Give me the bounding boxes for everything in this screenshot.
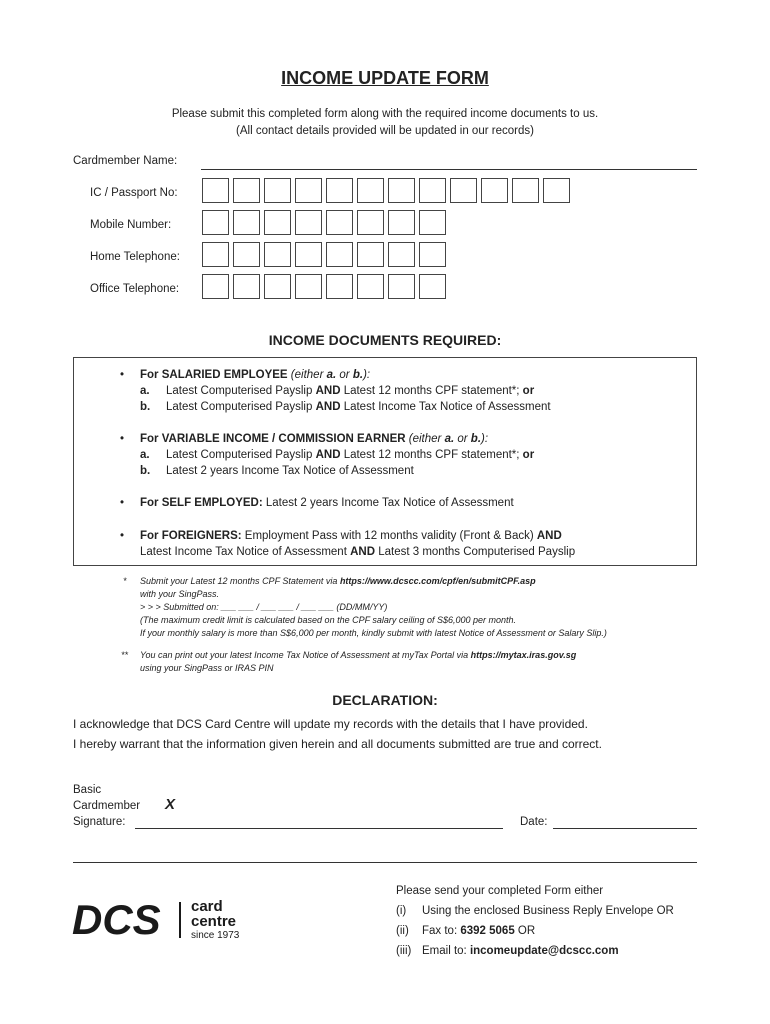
note-text: using your SingPass or IRAS PIN [140,663,274,673]
option-b: b. [352,369,364,381]
signature-label-line: Basic [73,784,102,796]
char-box[interactable] [233,274,260,299]
char-box[interactable] [388,178,415,203]
variable-heading: For VARIABLE INCOME / COMMISSION EARNER [140,433,406,445]
option-text: Latest 12 months CPF statement*; [340,385,523,397]
char-box[interactable] [202,242,229,267]
char-box[interactable] [202,274,229,299]
form-title: INCOME UPDATE FORM [281,68,489,88]
char-box[interactable] [357,178,384,203]
declaration-line-1: I acknowledge that DCS Card Centre will update my records with the details that I have provided. [73,717,588,731]
and-text: AND [315,385,341,397]
signature-label [73,782,140,830]
char-box[interactable] [295,274,322,299]
declaration-line-2: I hereby warrant that the information given herein and all documents submitted are true and correct. [73,737,602,751]
send-num: (iii) [396,945,412,957]
office-input-boxes[interactable] [202,274,446,299]
and-text: AND [315,401,341,413]
signature-label-line: Signature: [73,816,126,828]
or-text: or [522,385,535,397]
mobile-input-boxes[interactable] [202,210,446,235]
char-box[interactable] [388,274,415,299]
name-label: Cardmember Name: [73,155,178,167]
option-letter: a. [140,449,150,461]
char-box[interactable] [233,210,260,235]
option-text: Latest 2 years Income Tax Notice of Assessment [166,465,414,477]
char-box[interactable] [357,210,384,235]
intro-line-1: Please submit this completed form along with the required income documents to us. [171,108,599,120]
close-text: ): [363,369,371,381]
ic-label: IC / Passport No: [90,187,178,199]
send-text: Using the enclosed Business Reply Envelope OR [422,905,674,917]
char-box[interactable] [419,178,446,203]
signature-field[interactable] [135,828,503,829]
char-box[interactable] [512,178,539,203]
char-box[interactable] [264,242,291,267]
foreigners-heading: For FOREIGNERS: [140,530,242,542]
or-text: or [454,433,471,445]
option-a: a. [444,433,455,445]
either-text: (either [405,433,445,445]
char-box[interactable] [388,210,415,235]
close-text: ): [481,433,489,445]
bullet-icon: • [120,369,125,381]
declaration-text [73,714,602,754]
send-text: Fax to: [422,925,461,937]
send-instructions [396,881,674,961]
intro-line-2: (All contact details provided will be updated in our records) [236,125,534,137]
mobile-label: Mobile Number: [90,219,172,231]
send-num: (ii) [396,925,409,937]
char-box[interactable] [357,242,384,267]
char-box[interactable] [388,242,415,267]
char-box[interactable] [419,274,446,299]
note-2-mark: ** [121,650,129,660]
logo-word-card: card [191,898,223,915]
note-1 [140,575,700,640]
note-text: Submit your Latest 12 months CPF Statement via [140,576,340,586]
intro-text [0,106,770,140]
char-box[interactable] [202,210,229,235]
fax-number: 6392 5065 [460,925,515,937]
bullet-icon: • [120,433,125,445]
char-box[interactable] [419,242,446,267]
option-letter: b. [140,465,151,477]
declaration-title: DECLARATION: [332,692,438,708]
char-box[interactable] [233,242,260,267]
footer-divider [73,862,697,863]
char-box[interactable] [295,242,322,267]
requirements-title: INCOME DOCUMENTS REQUIRED: [268,332,502,348]
note-2 [140,649,700,675]
send-intro: Please send your completed Form either [396,885,604,897]
bullet-icon: • [120,497,125,509]
signature-label-line: Cardmember [73,800,141,812]
home-input-boxes[interactable] [202,242,446,267]
char-box[interactable] [419,210,446,235]
and-text: AND [350,546,376,558]
home-label: Home Telephone: [90,251,180,263]
char-box[interactable] [295,178,322,203]
char-box[interactable] [326,210,353,235]
char-box[interactable] [450,178,477,203]
option-text: Latest 12 months CPF statement*; [340,449,523,461]
foreigners-line-2 [140,544,575,560]
note-text: If your monthly salary is more than S$6,000 per month, kindly submit with latest Notice of Assessment or Salary Slip.) [140,628,607,638]
or-text: or [336,369,353,381]
submitted-on-line: > > > Submitted on: ___ ___ / ___ ___ / ___ ___ (DD/MM/YY) [140,602,388,612]
option-text: Latest Income Tax Notice of Assessment [340,401,551,413]
note-1-mark: * [123,576,127,586]
or-text: or [522,449,535,461]
sign-here-x-icon: X [165,796,176,813]
char-box[interactable] [202,178,229,203]
logo-word-centre: centre [191,913,237,930]
cpf-link[interactable]: https://www.dcscc.com/cpf/en/submitCPF.asp [339,576,536,586]
foreigners-text: Latest Income Tax Notice of Assessment [140,546,351,558]
foreigners-text: Latest 3 months Computerised Payslip [375,546,576,558]
name-field[interactable] [201,169,697,170]
dcs-logo-mark: DCS [72,898,161,942]
option-b: b. [470,433,482,445]
and-text: AND [536,530,562,542]
option-letter: a. [140,385,150,397]
date-label: Date: [520,816,548,828]
char-box[interactable] [264,178,291,203]
note-text: You can print out your latest Income Tax Notice of Assessment at myTax Portal via [140,650,471,660]
foreigners-text: Employment Pass with 12 months validity (Front & Back) [241,530,537,542]
char-box[interactable] [295,210,322,235]
option-text: Latest Computerised Payslip [166,385,316,397]
option-text: Latest Computerised Payslip [166,401,316,413]
note-text: with your SingPass. [140,589,220,599]
char-box[interactable] [543,178,570,203]
send-text: Email to: [422,945,470,957]
and-text: AND [315,449,341,461]
char-box[interactable] [326,242,353,267]
option-a: a. [326,369,337,381]
salaried-heading: For SALARIED EMPLOYEE [140,369,288,381]
logo-wordmark [191,899,239,942]
char-box[interactable] [264,274,291,299]
char-box[interactable] [264,210,291,235]
either-text: (either [287,369,327,381]
send-num: (i) [396,905,407,917]
char-box[interactable] [326,178,353,203]
self-employed-text: Latest 2 years Income Tax Notice of Assessment [262,497,514,509]
self-employed-heading: For SELF EMPLOYED: [140,497,263,509]
office-label: Office Telephone: [90,283,180,295]
email-link[interactable]: incomeupdate@dcscc.com [469,945,619,957]
date-field[interactable] [553,828,697,829]
ic-input-boxes[interactable] [202,178,570,203]
char-box[interactable] [233,178,260,203]
bullet-icon: • [120,530,125,542]
logo-since: since 1973 [191,930,240,941]
char-box[interactable] [481,178,508,203]
option-text: Latest Computerised Payslip [166,449,316,461]
send-text: OR [514,925,536,937]
note-text: (The maximum credit limit is calculated based on the CPF salary ceiling of S$6,000 per month. [140,615,517,625]
requirements-box [73,357,697,566]
mytax-link[interactable]: https://mytax.iras.gov.sg [470,650,577,660]
option-letter: b. [140,401,151,413]
char-box[interactable] [357,274,384,299]
char-box[interactable] [326,274,353,299]
